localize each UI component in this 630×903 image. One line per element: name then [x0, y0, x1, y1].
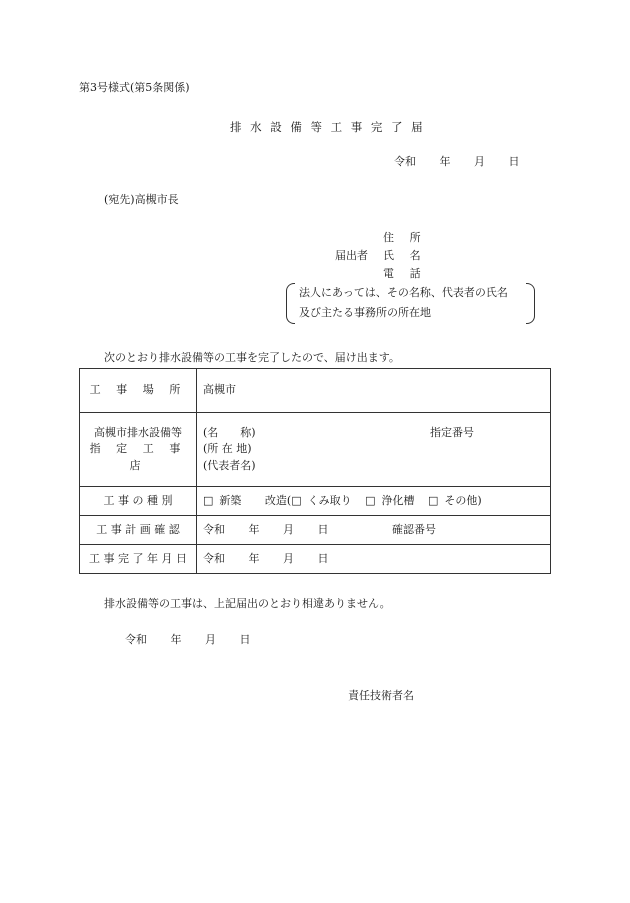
table-row-completion-date [80, 545, 551, 574]
contractor-label-line2: 指 定 工 事 店 [89, 442, 187, 472]
cert-day: 日 [239, 633, 251, 646]
work-type-label: 工 事 の 種 別 [80, 487, 197, 516]
submitter-label: 届出者 [335, 249, 368, 262]
plan-confirm-date[interactable] [197, 516, 551, 545]
certification-date [125, 634, 251, 645]
intro-text: 次のとおり排水設備等の工事を完了したので、届け出ます。 [104, 351, 400, 364]
corporate-note-line2: 及び主たる事務所の所在地 [299, 306, 431, 319]
confirm-day: 日 [317, 522, 329, 536]
note-bracket-left [286, 283, 295, 324]
cert-month: 月 [205, 633, 216, 646]
form-number: 第3号様式(第5条関係) [79, 81, 190, 94]
table-row-work-type [80, 487, 551, 516]
contractor-label [80, 413, 197, 487]
new-build-label: 新築 [219, 493, 242, 507]
address-label: 住 所 [383, 231, 427, 244]
other-checkbox[interactable]: □ [428, 493, 439, 507]
engineer-name-label: 責任技術者名 [348, 689, 414, 702]
work-type-options [197, 487, 551, 516]
contractor-address-field: (所 在 地) [203, 442, 252, 456]
corporate-note-line1: 法人にあっては、その名称、代表者の氏名 [299, 286, 508, 299]
pit-toilet-checkbox[interactable]: □ [291, 493, 302, 507]
confirm-month: 月 [283, 522, 294, 536]
contractor-label-line1: 高槻市排水設備等 [94, 425, 182, 439]
remodel-label: 改造( [264, 493, 292, 507]
phone-label: 電 話 [383, 267, 427, 280]
submission-date [394, 156, 520, 167]
completion-era: 令和 [203, 551, 225, 565]
table-row-place [80, 369, 551, 413]
contractor-details[interactable] [197, 413, 551, 487]
plan-confirm-label: 工 事 計 画 確 認 [80, 516, 197, 545]
table-row-contractor [80, 413, 551, 487]
contractor-representative-field: (代表者名) [203, 458, 256, 472]
completion-month: 月 [283, 551, 294, 565]
designation-number-field: 指定番号 [430, 425, 474, 439]
confirm-year: 年 [248, 522, 260, 536]
date-day: 日 [508, 155, 520, 168]
septic-tank-checkbox[interactable]: □ [365, 493, 376, 507]
confirm-era: 令和 [203, 522, 225, 536]
septic-tank-label: 浄化槽 [381, 493, 415, 507]
date-month: 月 [474, 155, 485, 168]
date-era: 令和 [394, 155, 416, 168]
cert-era: 令和 [125, 633, 147, 646]
completion-date-label: 工 事 完 了 年 月 日 [80, 545, 197, 574]
cert-year: 年 [170, 633, 182, 646]
other-label: その他) [444, 493, 482, 507]
completion-date-value[interactable] [197, 545, 551, 574]
table-row-plan-confirm [80, 516, 551, 545]
certification-statement: 排水設備等の工事は、上記届出のとおり相違ありません。 [104, 597, 391, 610]
addressee: (宛先)高槻市長 [104, 193, 179, 206]
page-title: 排水設備等工事完了届 [230, 120, 432, 134]
completion-form-table [79, 368, 551, 574]
pit-toilet-label: くみ取り [307, 493, 352, 507]
place-value[interactable]: 高槻市 [197, 369, 551, 413]
new-build-checkbox[interactable]: □ [203, 493, 214, 507]
completion-year: 年 [248, 551, 260, 565]
completion-day: 日 [317, 551, 329, 565]
confirm-number-label: 確認番号 [392, 522, 436, 536]
place-label: 工 事 場 所 [80, 369, 197, 413]
note-bracket-right [526, 283, 535, 324]
contractor-name-field: (名 称) [203, 425, 256, 439]
name-label: 氏 名 [383, 249, 427, 262]
date-year: 年 [439, 155, 451, 168]
